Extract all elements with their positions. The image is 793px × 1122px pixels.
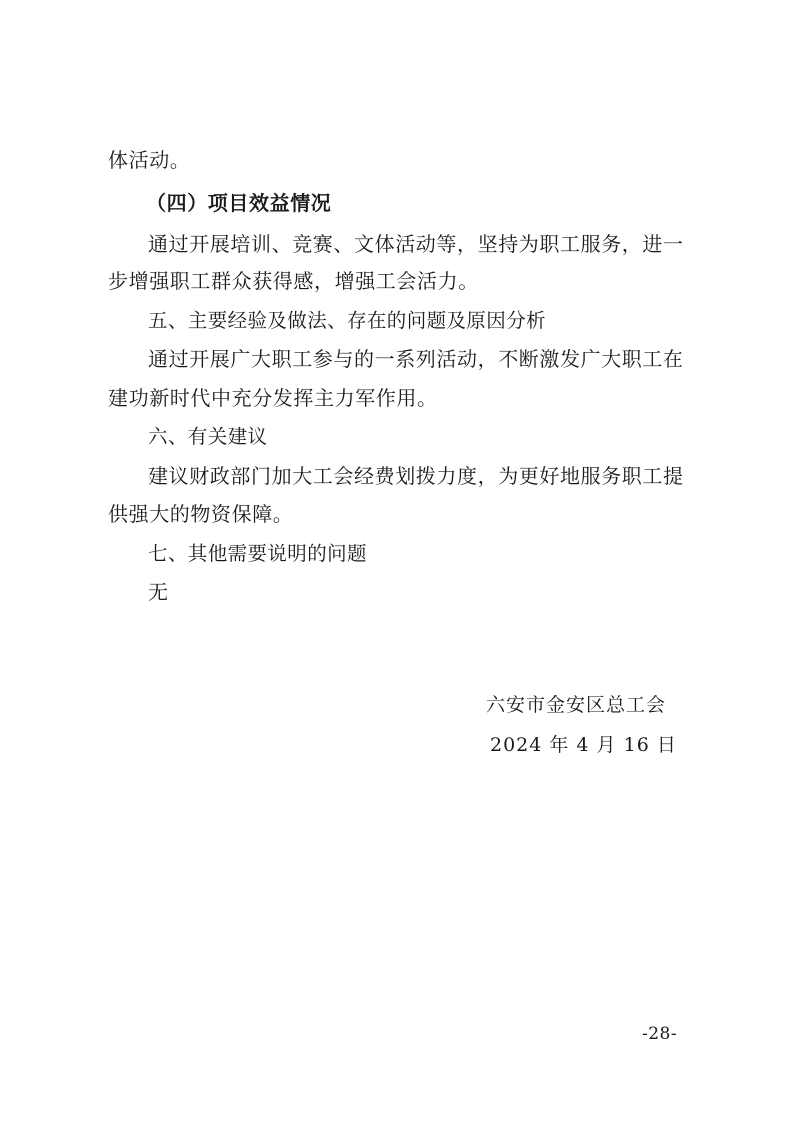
- paragraph-other-line-1: 无: [148, 580, 169, 604]
- signature-date: 2024 年 4 月 16 日: [490, 734, 677, 756]
- section-heading-7: 七、其他需要说明的问题: [148, 542, 367, 565]
- page-number: -28-: [642, 1024, 678, 1044]
- paragraph-benefits-line-1: 通过开展培训、竞赛、文体活动等，坚持为职工服务，进一: [148, 232, 684, 256]
- paragraph-suggestions-line-2: 供强大的物资保障。: [108, 502, 294, 526]
- signature-organization: 六安市金安区总工会: [486, 694, 667, 716]
- paragraph-experience-line-1: 通过开展广大职工参与的一系列活动，不断激发广大职工在: [148, 347, 684, 371]
- subsection-heading-4: （四）项目效益情况: [146, 191, 332, 215]
- paragraph-suggestions-line-1: 建议财政部门加大工会经费划拨力度，为更好地服务职工提: [148, 464, 684, 488]
- paragraph-continuation: 体活动。: [108, 148, 191, 172]
- section-heading-6: 六、有关建议: [148, 425, 268, 448]
- section-heading-5: 五、主要经验及做法、存在的问题及原因分析: [148, 309, 547, 332]
- paragraph-benefits-line-2: 步增强职工群众获得感，增强工会活力。: [108, 269, 479, 293]
- paragraph-experience-line-2: 建功新时代中充分发挥主力军作用。: [108, 386, 438, 410]
